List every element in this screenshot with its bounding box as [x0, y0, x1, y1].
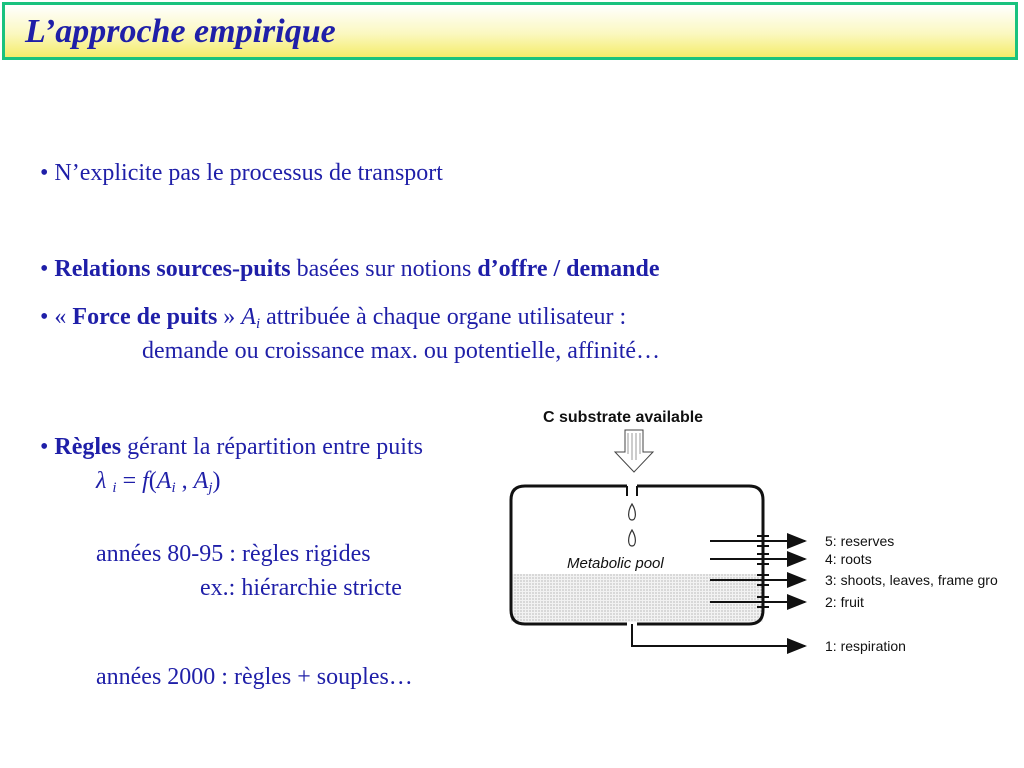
- bullet-text: N’explicite pas le processus de transport: [54, 160, 443, 186]
- function-name: f: [142, 468, 149, 494]
- bullet-mark: • «: [40, 304, 73, 330]
- era-2000: années 2000 : règles + souples…: [96, 664, 413, 690]
- output-label: 3: shoots, leaves, frame gro: [825, 572, 998, 588]
- bullet-relations: [40, 256, 660, 283]
- paren: ): [212, 468, 221, 494]
- slide-title: L’approche empirique: [25, 13, 336, 50]
- droplet-icon: [629, 530, 636, 546]
- bullet-transport: [40, 160, 443, 187]
- lambda-symbol: λ: [96, 468, 107, 494]
- bold-term: Force de puits: [72, 304, 218, 330]
- paren: (: [148, 468, 157, 494]
- bullet-force: [40, 304, 626, 333]
- droplet-icon: [629, 504, 636, 520]
- bullet-force-detail: demande ou croissance max. ou potentielle, affinité…: [142, 338, 661, 364]
- bullet-text: attribuée à chaque organe utilisateur :: [260, 304, 627, 330]
- variable: A: [241, 304, 256, 330]
- bullet-rules: [40, 434, 423, 461]
- pool-liquid: [511, 574, 763, 622]
- bullet-text: gérant la répartition entre puits: [121, 434, 423, 460]
- output-label: 2: fruit: [825, 594, 864, 610]
- variable: A: [156, 468, 172, 494]
- output-label: 5: reserves: [825, 533, 895, 549]
- era-80-95: années 80-95 : règles rigides: [96, 541, 371, 567]
- bold-term: Relations sources-puits: [54, 256, 291, 282]
- title-bar: [2, 2, 1018, 60]
- allocation-diagram: [505, 400, 1024, 662]
- subscript: i: [171, 480, 176, 496]
- comma: ,: [175, 468, 194, 494]
- diagram-header: C substrate available: [543, 409, 704, 426]
- subscript: i: [255, 316, 261, 332]
- bullet-mark: •: [40, 256, 55, 282]
- era-80-95-example: ex.: hiérarchie stricte: [200, 575, 402, 601]
- bold-term: Règles: [54, 434, 122, 460]
- bullet-mark: •: [40, 160, 55, 186]
- subscript: i: [112, 480, 117, 496]
- input-arrow: [615, 430, 653, 472]
- bold-term: d’offre / demande: [477, 256, 660, 282]
- pool-label: Metabolic pool: [567, 555, 664, 572]
- bullet-mark: •: [40, 434, 55, 460]
- variable: A: [193, 468, 209, 494]
- equals: =: [116, 468, 143, 494]
- bullet-text: »: [217, 304, 242, 330]
- subscript: j: [208, 480, 213, 496]
- bullet-text: basées sur notions: [290, 256, 478, 282]
- output-label: 4: roots: [825, 551, 872, 567]
- output-label: 1: respiration: [825, 638, 906, 654]
- formula: [96, 468, 220, 497]
